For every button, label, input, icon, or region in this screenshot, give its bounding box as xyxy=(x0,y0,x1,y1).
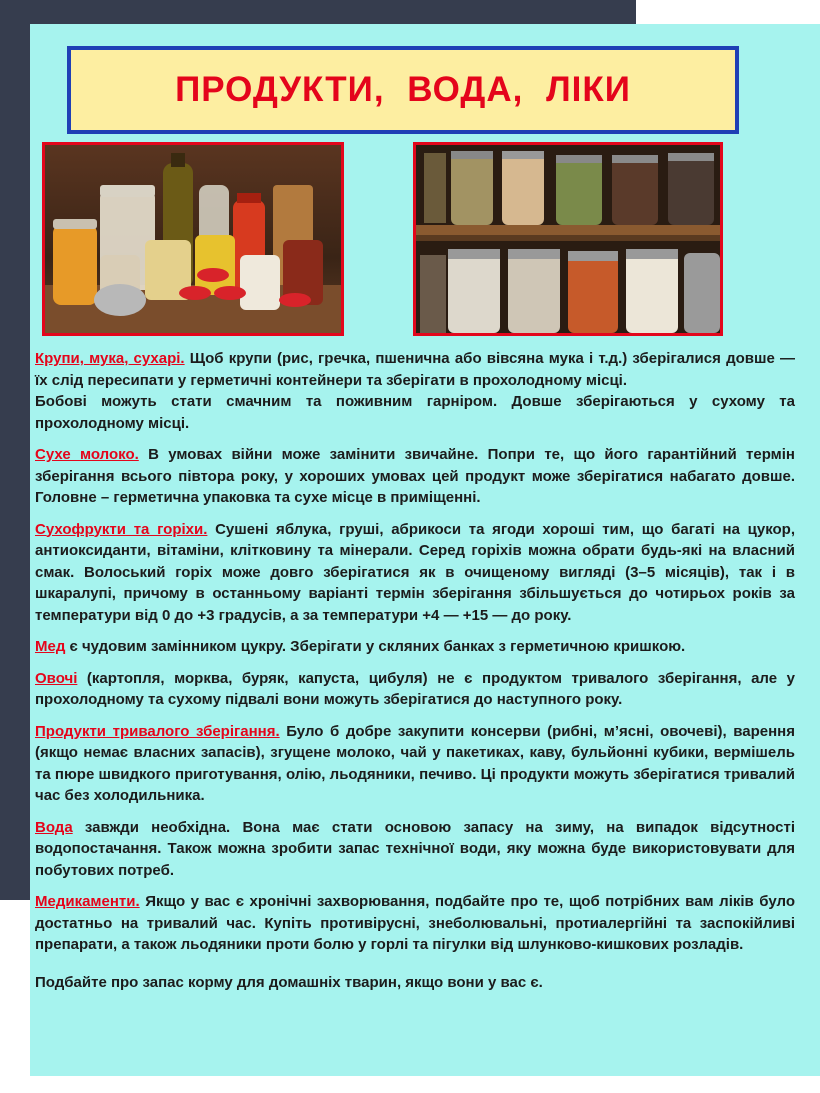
section-heading: Медикаменти. xyxy=(35,893,140,910)
section-text: (картопля, морква, буряк, капуста, цибуля) не є продуктом тривалого зберігання, але у прохолодному та сухому підвалі вони можуть зберігатися до наступного року. xyxy=(35,669,795,708)
section-dried-fruits xyxy=(35,519,795,627)
section-text: Було б добре закупити консерви (рибні, м’ясні, овочеві), варення (якщо немає власних запасів), згущене молоко, чай у пакетиках, каву, бульйонні кубики, вермішель та пюре швидкого приготування, олію, льодяники, печиво. Ці продукти можуть зберігатися тривалий час без холодильника. xyxy=(35,722,795,804)
section-honey xyxy=(35,636,795,658)
section-text: В умовах війни може замінити звичайне. Попри те, що його гарантійний термін зберігання всього півтора року, у хороших умовах цей продукт може зберігатися набагато довше. Головне – герметична упаковка та сухе місце в приміщенні. xyxy=(35,446,795,506)
food-jars-photo-graphic xyxy=(45,145,341,333)
footer-note: Подбайте про запас корму для домашніх тварин, якщо вони у вас є. xyxy=(35,973,543,991)
section-heading: Крупи, мука, сухарі. xyxy=(35,350,185,367)
page-title: ПРОДУКТИ, ВОДА, ЛІКИ xyxy=(175,70,631,109)
title-banner xyxy=(67,46,739,134)
section-heading: Овочі xyxy=(35,669,78,687)
section-text: Сушені яблука, груші, абрикоси та ягоди хороші тим, що багаті на цукор, антиоксиданти, вітаміни, клітковину та мінерали. Серед горіхів можна обрати будь-які на власний смак. Волоський горіх може довго зберігатися як в очищеному вигляді (3–5 місяців), так і в шкаралупі, причому в останньому варіанті термін зберігання збільшується до чотирьох років за температури від 0 до +3 градусів, а за температури +4 — +15 — до року. xyxy=(35,520,795,624)
food-jars-photo xyxy=(42,142,344,336)
section-water xyxy=(35,817,795,882)
section-grains xyxy=(35,348,795,434)
section-medicine xyxy=(35,891,795,956)
section-text: завжди необхідна. Вона має стати основою запасу на зиму, на випадок відсутності водопостачання. Також можна зробити запас технічної води, яку можна буде використовувати для побутових потреб. xyxy=(35,818,795,879)
section-text: Щоб крупи (рис, гречка, пшенична або вівсяна мука і т.д.) зберігалися довше — їх слід пересипати у герметичні контейнери та зберігати в прохолодному місці. xyxy=(35,350,796,389)
section-long-storage xyxy=(35,721,795,807)
section-text: Якщо у вас є хронічні захворювання, подбайте про те, щоб потрібних вам ліків було достатньо на тривалий час. Купіть противірусні, знеболювальні, протиалергійні та заспокійливі препарати, а також льодяники проти болю у горлі та пігулки від шлунково-кишкових розладів. xyxy=(35,893,795,953)
section-heading: Продукти тривалого зберігання. xyxy=(35,722,280,740)
section-vegetables xyxy=(35,668,795,711)
article-body xyxy=(35,348,795,1003)
section-text: Бобові можуть стати смачним та поживним гарніром. Довше зберігаються у сухому та прохолодному місці. xyxy=(35,393,795,432)
pantry-shelves-photo xyxy=(413,142,723,336)
section-heading: Мед xyxy=(35,638,66,655)
pantry-shelves-photo-graphic xyxy=(416,145,720,333)
section-heading: Сухофрукти та горіхи. xyxy=(35,520,208,538)
section-heading: Сухе молоко. xyxy=(35,446,139,463)
section-heading: Вода xyxy=(35,818,73,836)
section-dry-milk xyxy=(35,444,795,509)
section-text: є чудовим замінником цукру. Зберігати у скляних банках з герметичною кришкою. xyxy=(65,638,686,655)
